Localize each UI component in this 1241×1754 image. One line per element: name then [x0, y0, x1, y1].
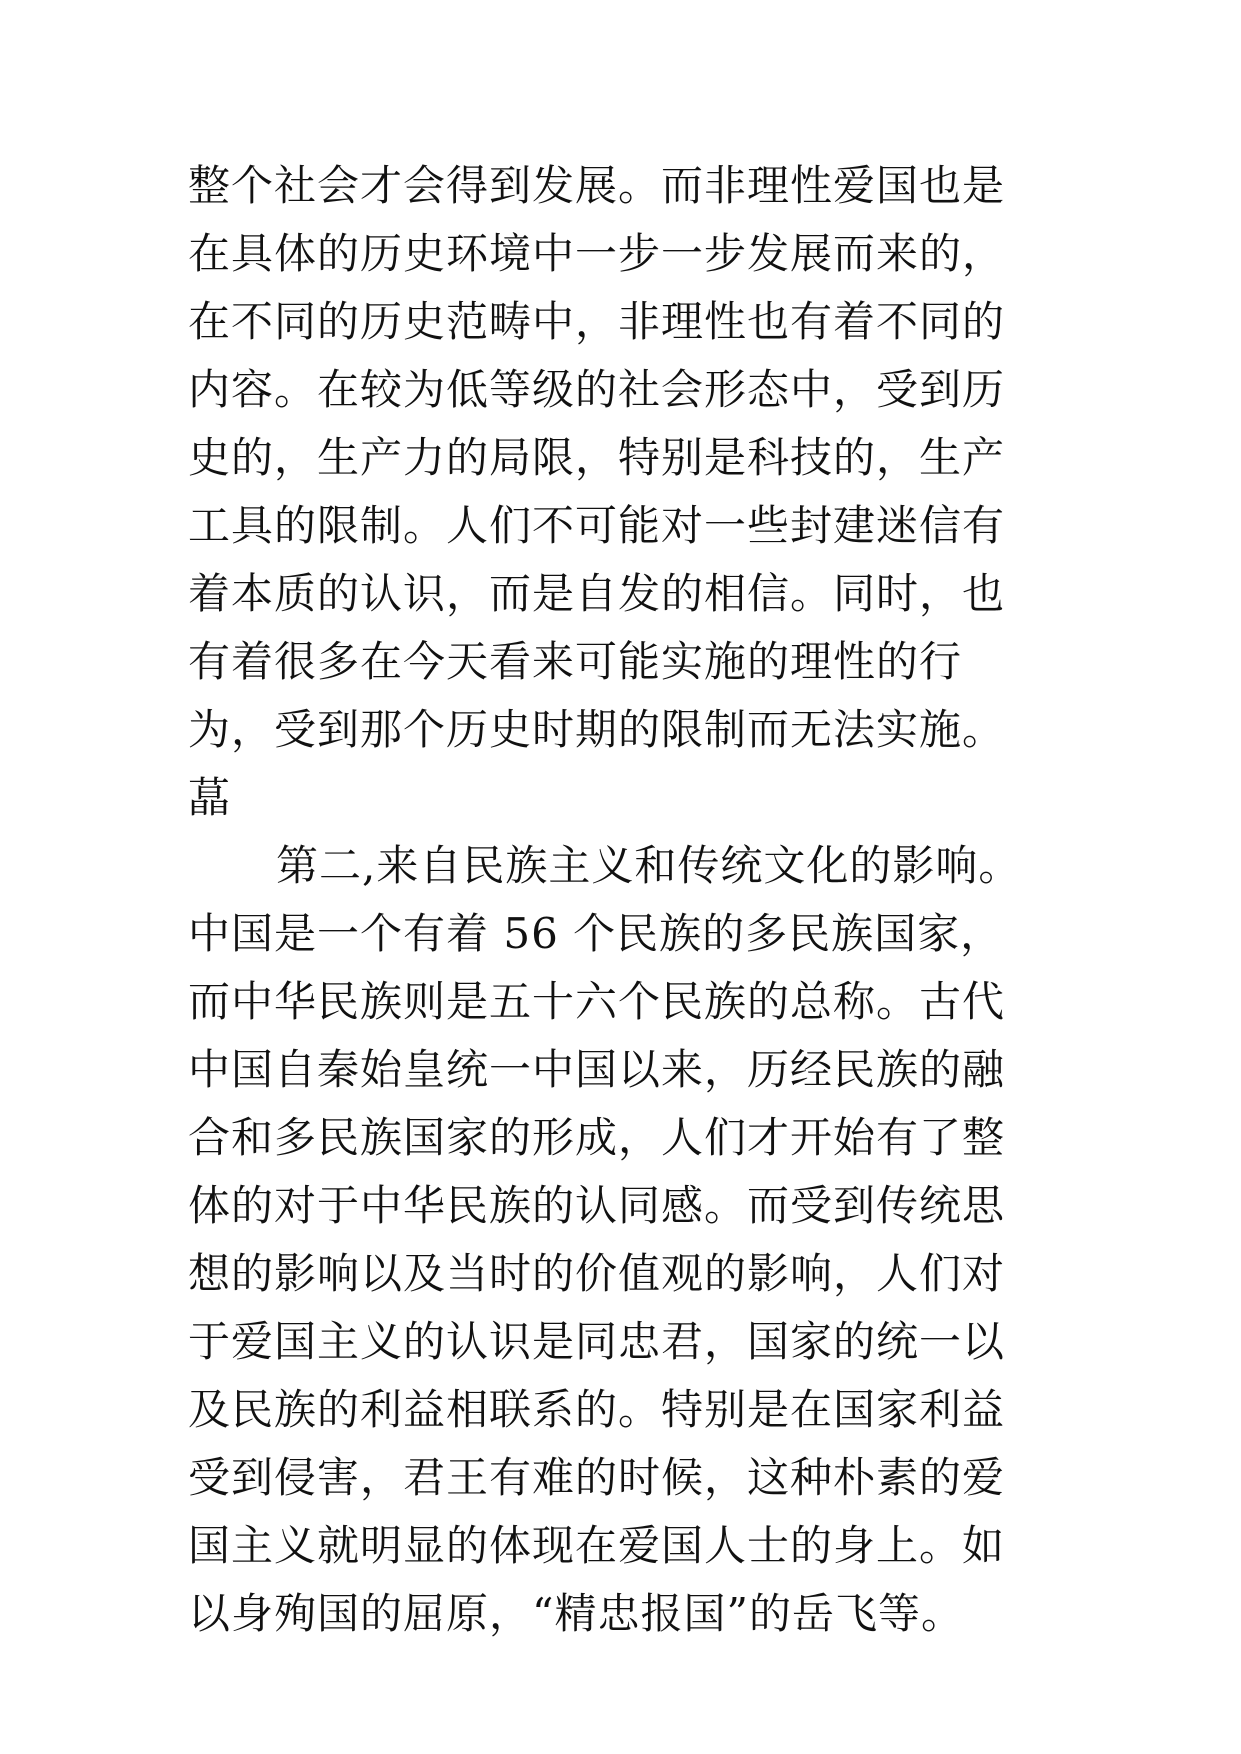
text-line: 为，受到那个历史时期的限制而无法实施。: [188, 705, 1006, 754]
text-line: 国主义就明显的体现在爱国人士的身上。如: [188, 1521, 1006, 1570]
text-line: 中国是一个有着 56 个民族的多民族国家，: [188, 909, 1004, 958]
text-line: 有着很多在今天看来可能实施的理性的行: [188, 637, 963, 686]
paragraph-start-line: 第二,来自民族主义和传统文化的影响。: [276, 841, 1022, 890]
text-line: 在具体的历史环境中一步一步发展而来的，: [188, 229, 1006, 278]
text-line: 以身殉国的屈原，“精忠报国”的岳飞等。: [188, 1589, 964, 1638]
text-line: 着本质的认识，而是自发的相信。同时，也: [188, 569, 1006, 618]
text-line: 史的，生产力的局限，特别是科技的，生产: [188, 433, 1006, 482]
text-line: 蕌: [188, 773, 232, 822]
text-line: 工具的限制。人们不可能对一些封建迷信有: [188, 501, 1006, 550]
text-line: 整个社会才会得到发展。而非理性爱国也是: [188, 161, 1006, 210]
text-line: 体的对于中华民族的认同感。而受到传统思: [188, 1181, 1006, 1230]
text-line: 想的影响以及当时的价值观的影响，人们对: [188, 1249, 1006, 1298]
text-line: 受到侵害，君王有难的时候，这种朴素的爱: [188, 1453, 1006, 1502]
text-line: 中国自秦始皇统一中国以来，历经民族的融: [188, 1045, 1006, 1094]
text-line: 合和多民族国家的形成，人们才开始有了整: [188, 1113, 1006, 1162]
text-line: 及民族的利益相联系的。特别是在国家利益: [188, 1385, 1006, 1434]
text-line: 而中华民族则是五十六个民族的总称。古代: [188, 977, 1006, 1026]
text-line: 在不同的历史范畴中，非理性也有着不同的: [188, 297, 1006, 346]
text-line: 内容。在较为低等级的社会形态中，受到历: [188, 365, 1006, 414]
text-line: 于爱国主义的认识是同忠君，国家的统一以: [188, 1317, 1006, 1366]
body-text: [188, 152, 1088, 1648]
